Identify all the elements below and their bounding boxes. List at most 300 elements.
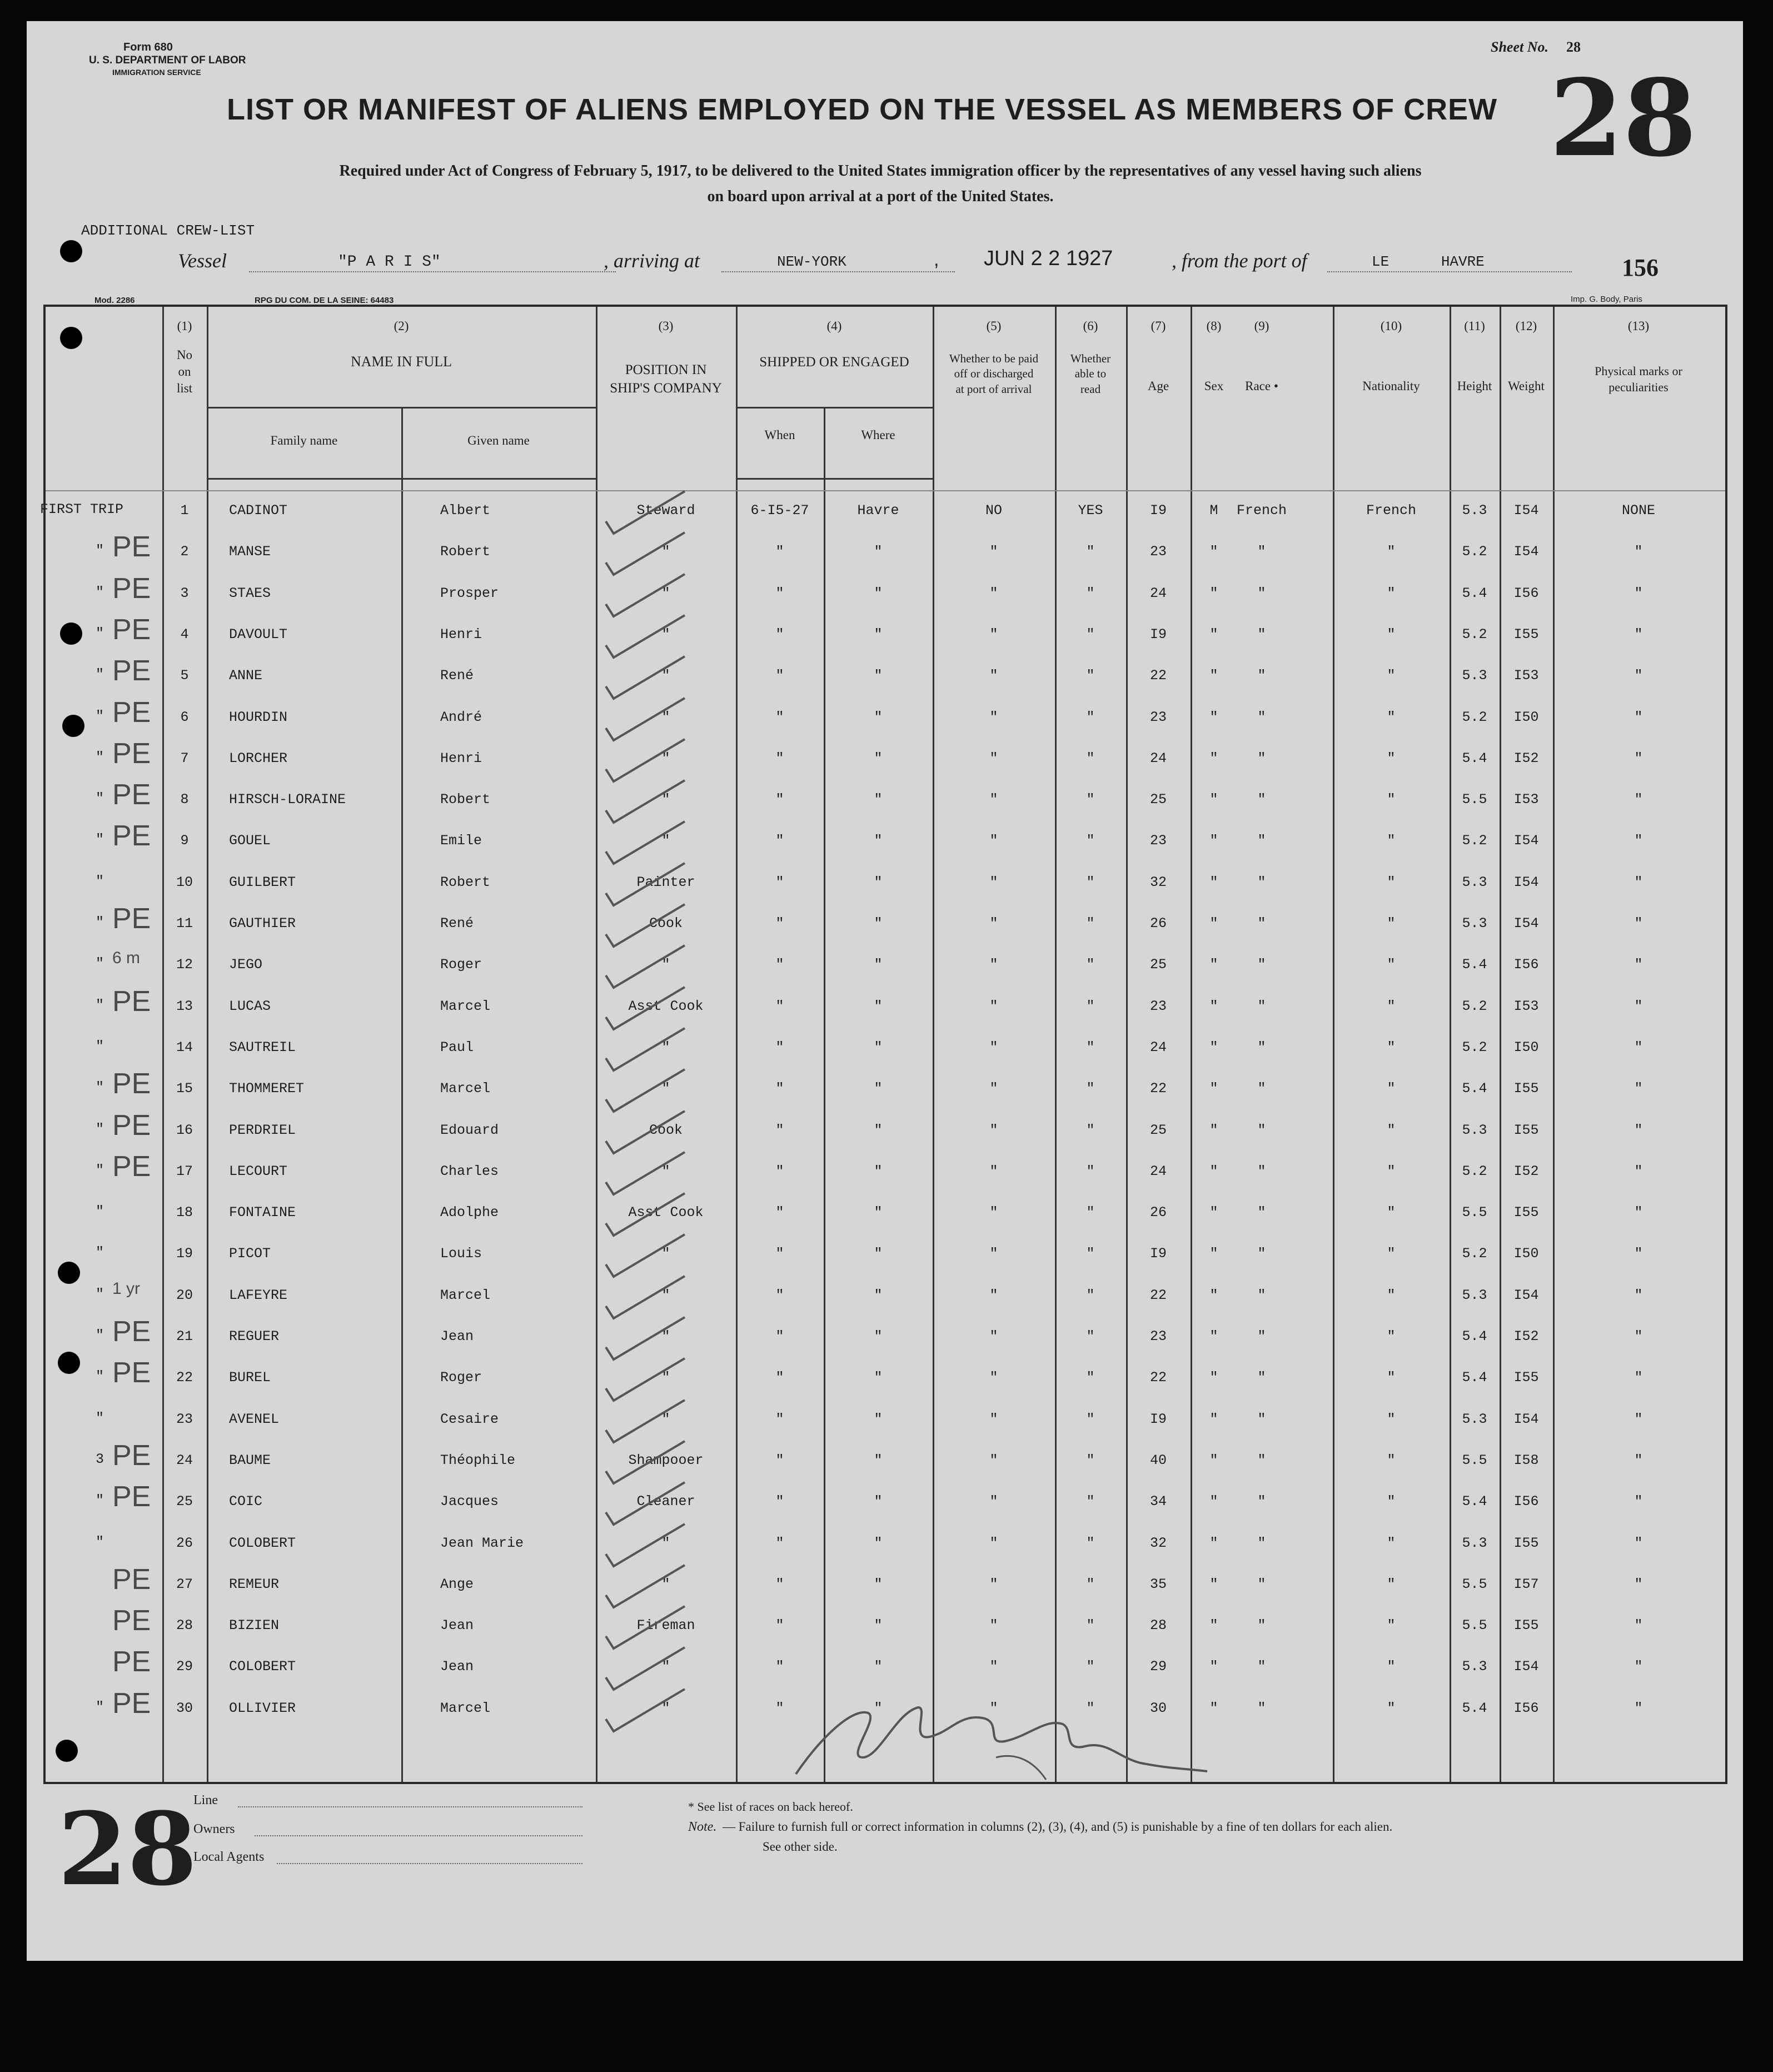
weight: I54 xyxy=(1513,544,1539,560)
shipped-when: " xyxy=(775,1369,784,1386)
table-row xyxy=(40,492,1725,534)
physical-marks: " xyxy=(1634,1369,1643,1386)
shipped-when: " xyxy=(775,998,784,1014)
race: " xyxy=(1257,750,1266,766)
sex: " xyxy=(1209,1700,1218,1716)
weight: I55 xyxy=(1513,1204,1539,1221)
row-number: 14 xyxy=(176,1039,193,1055)
arriving-label: , arriving at xyxy=(604,250,700,272)
nationality: " xyxy=(1387,1369,1396,1386)
col6-header: Whether able to read xyxy=(1070,352,1111,396)
row-number: 15 xyxy=(176,1080,193,1097)
paid-off: " xyxy=(989,626,998,642)
paid-off: " xyxy=(989,709,998,725)
sex: " xyxy=(1209,585,1218,601)
able-to-read: " xyxy=(1086,544,1095,560)
able-to-read: " xyxy=(1086,1163,1095,1179)
row-number: 30 xyxy=(176,1700,193,1716)
height: 5.4 xyxy=(1462,957,1487,973)
race: " xyxy=(1257,544,1266,560)
col5-header: Whether to be paid off or discharged at port of arrival xyxy=(949,352,1039,396)
punch-hole xyxy=(56,1740,78,1762)
able-to-read: " xyxy=(1086,1452,1095,1468)
family-name: HIRSCH-LORAINE xyxy=(229,791,346,808)
trip-note: " xyxy=(96,1162,104,1178)
position: " xyxy=(661,585,670,601)
family-name: CADINOT xyxy=(229,502,288,519)
given-name: René xyxy=(440,668,474,684)
nationality: " xyxy=(1387,1411,1396,1427)
position: " xyxy=(661,1039,670,1055)
table-row xyxy=(46,905,1725,947)
age: 24 xyxy=(1149,1039,1167,1055)
sex: " xyxy=(1209,1039,1218,1055)
row-number: 4 xyxy=(180,626,189,642)
age: 23 xyxy=(1149,833,1167,849)
paid-off: " xyxy=(989,998,998,1014)
given-name: Paul xyxy=(440,1039,474,1055)
col2-num: (2) xyxy=(394,319,409,333)
row-number: 2 xyxy=(180,544,189,560)
row-number: 13 xyxy=(176,998,193,1014)
given-name: André xyxy=(440,709,482,725)
shipped-when: " xyxy=(775,1535,784,1551)
family-name: BAUME xyxy=(229,1452,271,1468)
row-number: 27 xyxy=(176,1576,193,1592)
physical-marks: " xyxy=(1634,626,1643,642)
age: 24 xyxy=(1149,1163,1167,1179)
position: Cook xyxy=(649,915,683,932)
shipped-when: " xyxy=(775,668,784,684)
table-row xyxy=(46,655,1725,699)
penalty-note: — Failure to furnish full or correct information in columns (2), (3), (4), and (5) is punishable by a fine of ten dollars for each alien. xyxy=(723,1820,1393,1834)
footer-agents-field xyxy=(277,1863,582,1864)
able-to-read: " xyxy=(1086,1369,1095,1386)
shipped-where: " xyxy=(874,626,883,642)
physical-marks: " xyxy=(1634,1080,1643,1097)
family-name: DAVOULT xyxy=(229,626,288,642)
paid-off: " xyxy=(989,791,998,808)
handwritten-annotation: PE xyxy=(112,1150,151,1183)
manifest-title: LIST OR MANIFEST OF ALIENS EMPLOYED ON THE VESSEL AS MEMBERS OF CREW xyxy=(227,93,1498,126)
family-name: PICOT xyxy=(229,1246,271,1262)
family-name: COIC xyxy=(229,1493,263,1510)
paid-off: " xyxy=(989,1328,998,1344)
paid-off: " xyxy=(989,1122,998,1138)
height: 5.3 xyxy=(1462,1411,1487,1427)
table-row xyxy=(46,1483,1725,1525)
race: " xyxy=(1257,1411,1266,1427)
row-number: 9 xyxy=(180,833,189,849)
nationality: " xyxy=(1387,915,1396,932)
row-number: 23 xyxy=(176,1411,193,1427)
given-name: Jean xyxy=(440,1617,474,1634)
nationality: French xyxy=(1366,502,1417,519)
nationality: " xyxy=(1387,1535,1396,1551)
given-name: Emile xyxy=(440,833,482,849)
weight: I53 xyxy=(1513,668,1539,684)
height: 5.5 xyxy=(1462,1617,1487,1634)
age: 25 xyxy=(1149,1122,1167,1138)
shipped-where: " xyxy=(874,1535,883,1551)
trip-note: " xyxy=(96,873,104,889)
sheet-label: Sheet No. xyxy=(1491,39,1548,55)
handwritten-annotation: PE xyxy=(112,655,151,688)
row-number: 19 xyxy=(176,1246,193,1262)
sex: " xyxy=(1209,957,1218,973)
row-number: 18 xyxy=(176,1204,193,1221)
shipped-when: " xyxy=(775,874,784,890)
age: 32 xyxy=(1149,1535,1167,1551)
position: " xyxy=(661,626,670,642)
handwritten-annotation: PE xyxy=(112,779,151,811)
table-row xyxy=(46,864,1725,905)
shipped-where: " xyxy=(874,1204,883,1221)
position: " xyxy=(661,1163,670,1179)
table-row xyxy=(46,1029,1725,1070)
nationality: " xyxy=(1387,1617,1396,1634)
nationality: " xyxy=(1387,1700,1396,1716)
handwritten-annotation: PE xyxy=(112,1605,151,1637)
nationality: " xyxy=(1387,1287,1396,1303)
race: " xyxy=(1257,1535,1266,1551)
col11-header: Height xyxy=(1457,379,1492,393)
sex: " xyxy=(1209,750,1218,766)
nationality: " xyxy=(1387,626,1396,642)
col5-num: (5) xyxy=(986,319,1002,333)
given-name: Henri xyxy=(440,626,482,642)
crew-table xyxy=(40,305,1727,1784)
paid-off: " xyxy=(989,1039,998,1055)
trip-note: " xyxy=(96,584,104,600)
race: " xyxy=(1257,998,1266,1014)
age: 22 xyxy=(1149,1369,1167,1386)
position: " xyxy=(661,833,670,849)
shipped-where: " xyxy=(874,791,883,808)
race: " xyxy=(1257,1576,1266,1592)
punch-hole xyxy=(60,622,82,645)
family-name: LECOURT xyxy=(229,1163,288,1179)
paid-off: " xyxy=(989,874,998,890)
footer-agents-label: Local Agents xyxy=(193,1850,265,1864)
race: " xyxy=(1257,833,1266,849)
weight: I50 xyxy=(1513,709,1539,725)
handwritten-annotation: PE xyxy=(112,613,151,646)
table-row xyxy=(46,1359,1725,1401)
col1-header: No on list xyxy=(176,348,193,395)
family-name: THOMMERET xyxy=(229,1080,305,1097)
height: 5.2 xyxy=(1462,1246,1487,1262)
sex: " xyxy=(1209,1617,1218,1634)
shipped-when: " xyxy=(775,1328,784,1344)
punch-hole xyxy=(58,1352,80,1374)
nationality: " xyxy=(1387,709,1396,725)
trip-note: " xyxy=(96,1699,104,1715)
footer-owners-label: Owners xyxy=(193,1822,235,1836)
race: " xyxy=(1257,1287,1266,1303)
shipped-when: 6-I5-27 xyxy=(750,502,809,519)
table-row xyxy=(46,820,1725,864)
height: 5.4 xyxy=(1462,1369,1487,1386)
able-to-read: " xyxy=(1086,874,1095,890)
physical-marks: " xyxy=(1634,1328,1643,1344)
row-number: 16 xyxy=(176,1122,193,1138)
manifest-sheet xyxy=(27,21,1743,1961)
age: 25 xyxy=(1149,957,1167,973)
race: " xyxy=(1257,1080,1266,1097)
family-name: COLOBERT xyxy=(229,1535,296,1551)
table-row xyxy=(46,1109,1725,1153)
height: 5.3 xyxy=(1462,1122,1487,1138)
trip-note: " xyxy=(96,1038,104,1054)
shipped-where: " xyxy=(874,1658,883,1675)
weight: I53 xyxy=(1513,998,1539,1014)
physical-marks: NONE xyxy=(1621,502,1656,519)
given-name: Marcel xyxy=(440,998,491,1014)
handwritten-annotation: PE xyxy=(112,1481,151,1513)
sex: " xyxy=(1209,833,1218,849)
table-row xyxy=(46,947,1725,988)
family-name: OLLIVIER xyxy=(229,1700,296,1716)
physical-marks: " xyxy=(1634,585,1643,601)
weight: I52 xyxy=(1513,750,1539,766)
shipped-where: " xyxy=(874,750,883,766)
family-name: ANNE xyxy=(229,668,263,684)
shipped-when: " xyxy=(775,1039,784,1055)
physical-marks: " xyxy=(1634,668,1643,684)
table-row xyxy=(46,1150,1725,1194)
shipped-where: " xyxy=(874,1039,883,1055)
given-name: Ange xyxy=(440,1576,474,1592)
position: " xyxy=(661,750,670,766)
sex: " xyxy=(1209,1493,1218,1510)
race: " xyxy=(1257,1700,1266,1716)
sheet-number: 28 xyxy=(1566,39,1581,55)
given-name: Edouard xyxy=(440,1122,499,1138)
height: 5.3 xyxy=(1462,1287,1487,1303)
shipped-when: " xyxy=(775,1204,784,1221)
given-name: Cesaire xyxy=(440,1411,499,1427)
subtitle-1: Required under Act of Congress of February 5, 1917, to be delivered to the United States immigration officer by the representatives of any vessel having such aliens xyxy=(339,162,1422,180)
given-name: Marcel xyxy=(440,1080,491,1097)
weight: I53 xyxy=(1513,791,1539,808)
table-row xyxy=(46,1525,1725,1566)
position: " xyxy=(661,1658,670,1675)
able-to-read: " xyxy=(1086,1617,1095,1634)
handwritten-annotation: PE xyxy=(112,1687,151,1720)
race: " xyxy=(1257,1452,1266,1468)
trip-note: " xyxy=(96,1120,104,1137)
family-name: LAFEYRE xyxy=(229,1287,288,1303)
trip-note: " xyxy=(96,708,104,724)
position: Cleaner xyxy=(636,1493,695,1510)
nationality: " xyxy=(1387,833,1396,849)
punch-hole xyxy=(60,240,82,262)
table-row xyxy=(46,1194,1725,1236)
shipped-when: " xyxy=(775,1493,784,1510)
paid-off: " xyxy=(989,1576,998,1592)
family-name: PERDRIEL xyxy=(229,1122,296,1138)
height: 5.5 xyxy=(1462,791,1487,808)
age: I9 xyxy=(1149,1411,1167,1427)
height: 5.2 xyxy=(1462,709,1487,725)
age: 23 xyxy=(1149,1328,1167,1344)
weight: I54 xyxy=(1513,833,1539,849)
physical-marks: " xyxy=(1634,1122,1643,1138)
handwritten-annotation: PE xyxy=(112,1109,151,1142)
table-row xyxy=(46,696,1725,740)
from-line xyxy=(1327,271,1572,272)
shipped-where: " xyxy=(874,1493,883,1510)
row-number: 6 xyxy=(180,709,189,725)
col12-num: (12) xyxy=(1515,319,1537,333)
weight: I57 xyxy=(1513,1576,1539,1592)
height: 5.2 xyxy=(1462,626,1487,642)
table-row xyxy=(46,1439,1725,1483)
weight: I56 xyxy=(1513,957,1539,973)
trip-note: " xyxy=(96,1492,104,1509)
department: U. S. DEPARTMENT OF LABOR xyxy=(89,54,246,66)
able-to-read: " xyxy=(1086,833,1095,849)
table-row xyxy=(46,613,1725,658)
given-name: Henri xyxy=(440,750,482,766)
table-row xyxy=(46,985,1725,1029)
shipped-where: " xyxy=(874,1080,883,1097)
age: 25 xyxy=(1149,791,1167,808)
family-name: FONTAINE xyxy=(229,1204,296,1221)
col1-num: (1) xyxy=(177,319,192,333)
nationality: " xyxy=(1387,791,1396,808)
race: " xyxy=(1257,709,1266,725)
position: " xyxy=(661,1246,670,1262)
race: " xyxy=(1257,1122,1266,1138)
shipped-where: " xyxy=(874,1700,883,1716)
age: 23 xyxy=(1149,709,1167,725)
race: " xyxy=(1257,1493,1266,1510)
age: 28 xyxy=(1149,1617,1167,1634)
family-name: LORCHER xyxy=(229,750,288,766)
able-to-read: " xyxy=(1086,1411,1095,1427)
col3-num: (3) xyxy=(658,319,674,333)
sex: " xyxy=(1209,915,1218,932)
col6-num: (6) xyxy=(1083,319,1098,333)
where-header: Where xyxy=(861,428,895,442)
shipped-where: " xyxy=(874,1369,883,1386)
trip-note: " xyxy=(96,831,104,848)
given-name: Adolphe xyxy=(440,1204,499,1221)
handwritten-annotation: PE xyxy=(112,820,151,853)
able-to-read: " xyxy=(1086,915,1095,932)
nationality: " xyxy=(1387,1493,1396,1510)
position: " xyxy=(661,709,670,725)
given-name: Roger xyxy=(440,957,482,973)
able-to-read: " xyxy=(1086,585,1095,601)
height: 5.5 xyxy=(1462,1204,1487,1221)
position: " xyxy=(661,668,670,684)
paid-off: " xyxy=(989,1287,998,1303)
family-name: BIZIEN xyxy=(229,1617,280,1634)
shipped-where: " xyxy=(874,1617,883,1634)
age: 23 xyxy=(1149,544,1167,560)
sex: " xyxy=(1209,1122,1218,1138)
weight: I50 xyxy=(1513,1246,1539,1262)
physical-marks: " xyxy=(1634,1411,1643,1427)
race: " xyxy=(1257,1369,1266,1386)
family-name: HOURDIN xyxy=(229,709,288,725)
physical-marks: " xyxy=(1634,874,1643,890)
col8-num: (8) xyxy=(1206,319,1222,333)
height: 5.3 xyxy=(1462,915,1487,932)
weight: I58 xyxy=(1513,1452,1539,1468)
row-number: 28 xyxy=(176,1617,193,1634)
shipped-where: " xyxy=(874,874,883,890)
nationality: " xyxy=(1387,1122,1396,1138)
weight: I54 xyxy=(1513,502,1539,519)
sex: " xyxy=(1209,1287,1218,1303)
age: 22 xyxy=(1149,668,1167,684)
trip-note: " xyxy=(96,1409,104,1426)
paid-off: " xyxy=(989,544,998,560)
handwritten-annotation: 1 yr xyxy=(112,1279,141,1298)
able-to-read: " xyxy=(1086,1080,1095,1097)
col10-num: (10) xyxy=(1380,319,1402,333)
nationality: " xyxy=(1387,1658,1396,1675)
footer-line-label: Line xyxy=(193,1793,218,1807)
weight: I52 xyxy=(1513,1328,1539,1344)
vessel-name: "P A R I S" xyxy=(338,253,441,271)
sex: " xyxy=(1209,1204,1218,1221)
shipped-when: " xyxy=(775,1163,784,1179)
table-row xyxy=(46,1277,1725,1318)
paid-off: " xyxy=(989,1535,998,1551)
physical-marks: " xyxy=(1634,1452,1643,1468)
row-number: 24 xyxy=(176,1452,193,1468)
position: " xyxy=(661,1369,670,1386)
table-row xyxy=(46,737,1725,781)
handwritten-annotation: PE xyxy=(112,1563,151,1596)
note-label: Note. xyxy=(688,1820,717,1834)
footer-big-number: 28 xyxy=(58,1791,197,1908)
weight: I50 xyxy=(1513,1039,1539,1055)
shipped-where: " xyxy=(874,1411,883,1427)
nationality: " xyxy=(1387,998,1396,1014)
age: 30 xyxy=(1149,1700,1167,1716)
col9-header: Race • xyxy=(1245,379,1278,393)
given-name: Jean xyxy=(440,1658,474,1675)
able-to-read: YES xyxy=(1078,502,1103,519)
height: 5.2 xyxy=(1462,544,1487,560)
race: " xyxy=(1257,1039,1266,1055)
weight: I55 xyxy=(1513,1080,1539,1097)
given-name: Théophile xyxy=(440,1452,516,1468)
position: Asst Cook xyxy=(628,1204,704,1221)
able-to-read: " xyxy=(1086,668,1095,684)
shipped-when: " xyxy=(775,1700,784,1716)
able-to-read: " xyxy=(1086,626,1095,642)
position: " xyxy=(661,1287,670,1303)
family-name: BUREL xyxy=(229,1369,271,1386)
paid-off: " xyxy=(989,1493,998,1510)
from-label: , from the port of xyxy=(1172,250,1307,272)
row-number: 26 xyxy=(176,1535,193,1551)
shipped-where: Havre xyxy=(857,502,899,519)
page-number: 156 xyxy=(1622,254,1659,281)
trip-note: " xyxy=(96,1244,104,1261)
position: Fireman xyxy=(636,1617,695,1634)
family-name: LUCAS xyxy=(229,998,271,1014)
height: 5.3 xyxy=(1462,668,1487,684)
paid-off: " xyxy=(989,1163,998,1179)
